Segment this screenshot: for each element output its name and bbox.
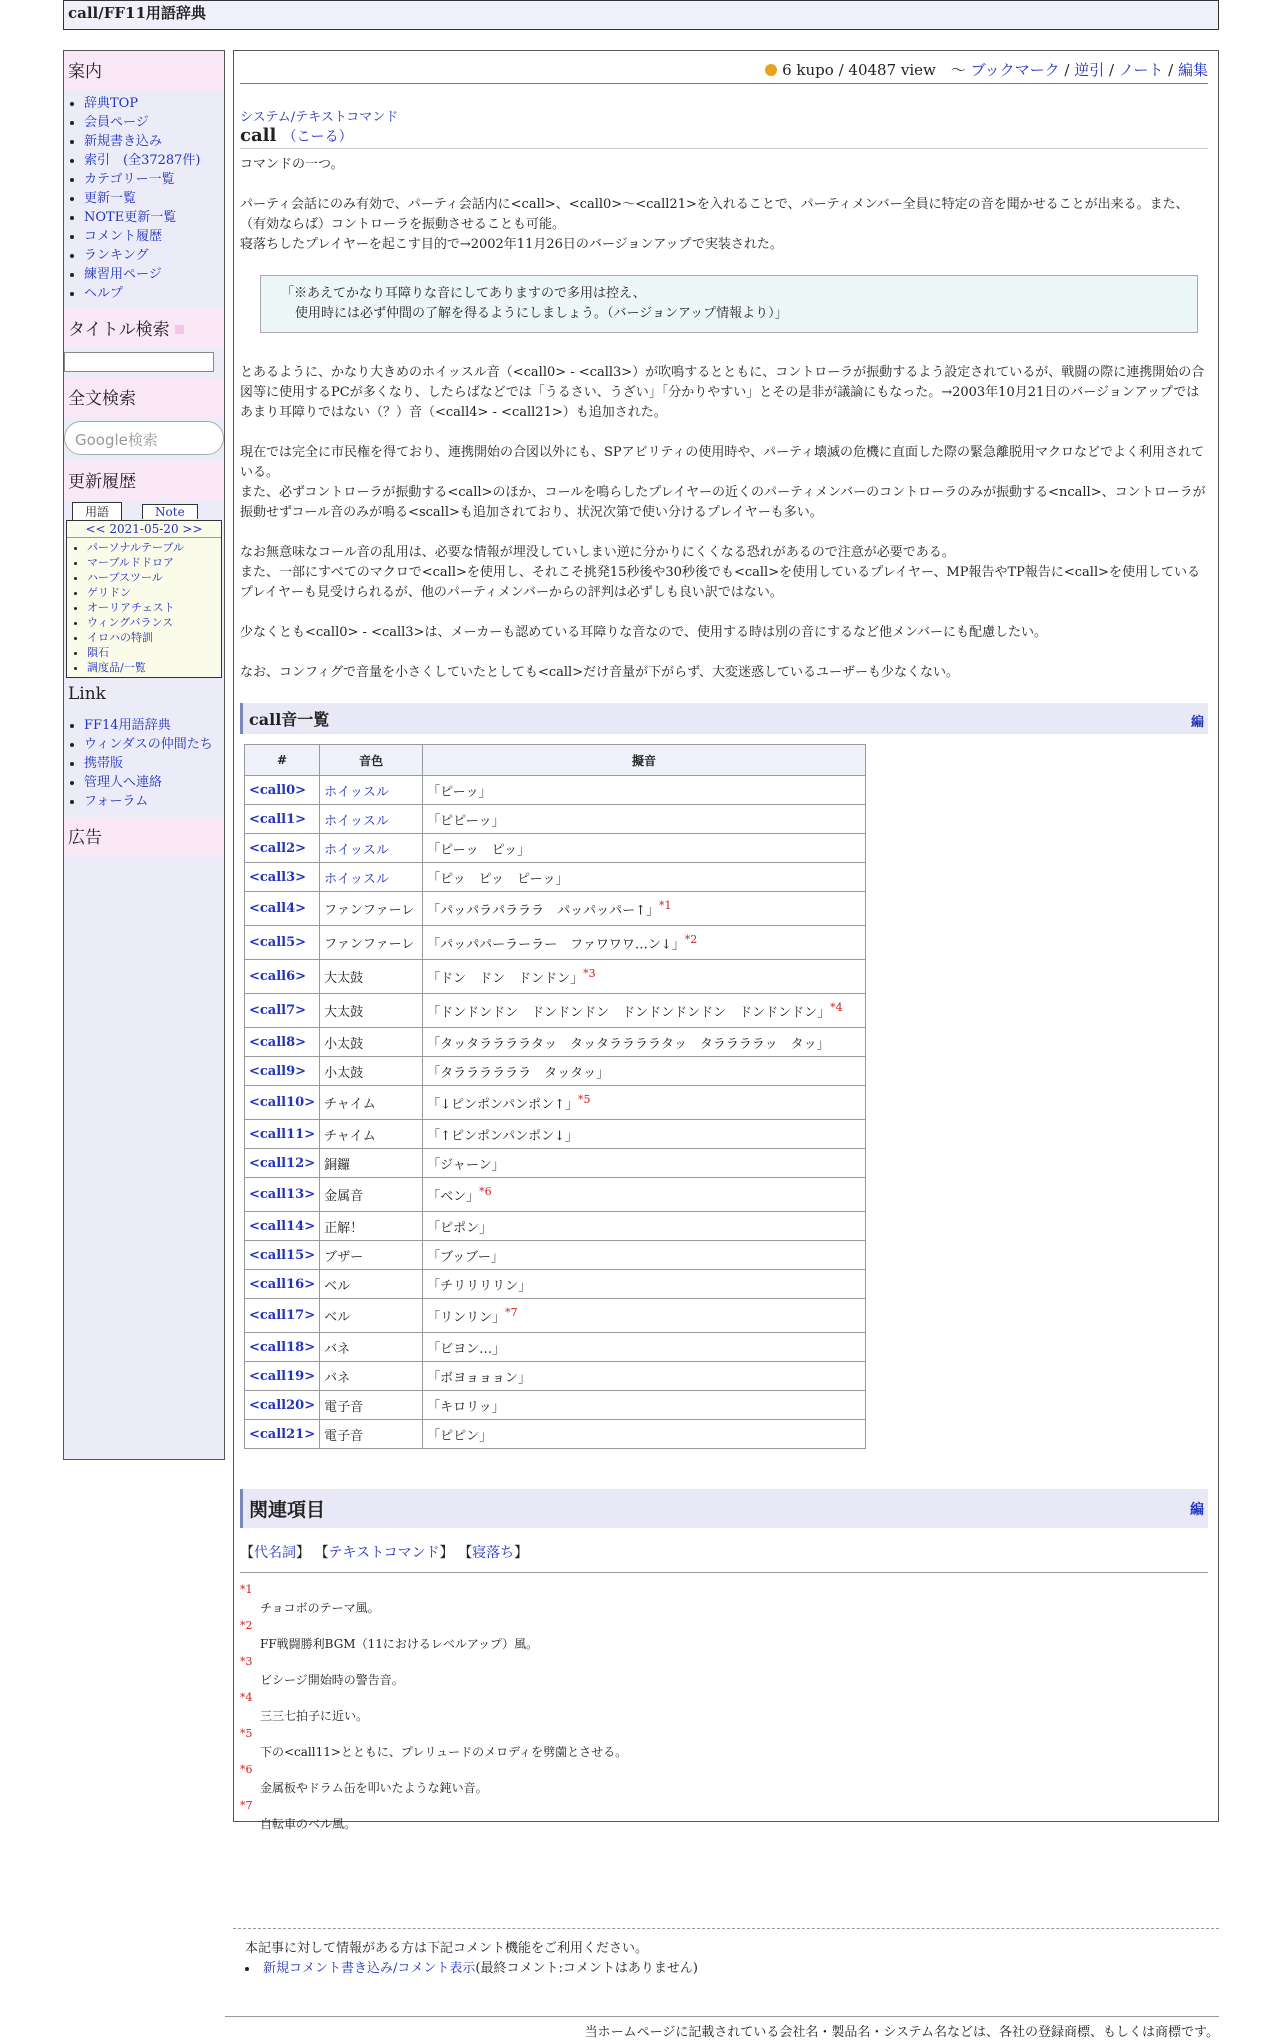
related-links: 【代名詞】 【テキストコマンド】 【寝落ち】 bbox=[240, 1545, 529, 1561]
kupo-icon bbox=[765, 64, 777, 76]
google-search-input[interactable]: Google検索 bbox=[64, 421, 224, 455]
paragraph: パーティ会話にのみ有効で、パーティ会話内に<call>、<call0>～<call21>を入れることで、パーティメンバー全員に特定の音を聞かせることが出来る。また、（有効ならば）コントローラを振動させることも可能。 寝落ちしたプレイヤーを起こす目的で→2002年11月26日のバージョンアップで実装された。 bbox=[240, 197, 1189, 252]
history-list bbox=[67, 538, 221, 677]
call-number[interactable]: <call8> bbox=[245, 1028, 320, 1057]
paragraph: なお無意味なコール音の乱用は、必要な情報が埋没していしまい逆に分かりにくくなる恐れがあるので注意が必要である。 また、一部にすべてのマクロで<call>を使用し、それこそ挑発15秒後や30秒後でも<call>を使用しているプレイヤー、MP報告やTP報告に<call>を使用しているプレイヤーも見受けられるが、他のパーティメンバーからの評判は必ずしも良い訳ではない。 bbox=[240, 545, 1201, 600]
link-heading: Link bbox=[68, 684, 106, 704]
guide-item[interactable]: • 新規書き込み bbox=[84, 132, 224, 151]
link-item[interactable]: • 管理人へ連絡 bbox=[84, 773, 224, 792]
call-sound: 「パッパラパラララ パッパッパー↑」$^{*1}$ bbox=[423, 892, 866, 926]
call-sound: 「ボヨョョョン」 bbox=[423, 1362, 866, 1391]
call-number[interactable]: <call20> bbox=[245, 1391, 320, 1420]
call-table bbox=[244, 744, 866, 1449]
comment-section bbox=[233, 1928, 1219, 1979]
history-item[interactable]: • 調度品/一覧 bbox=[87, 660, 221, 675]
link-item[interactable]: • フォーラム bbox=[84, 792, 224, 811]
guide-item[interactable]: • ヘルプ bbox=[84, 284, 224, 303]
call-tone[interactable]: ホイッスル bbox=[320, 834, 423, 863]
table-row bbox=[245, 834, 866, 863]
pink-square-icon bbox=[175, 325, 184, 334]
footnote-text: チョコボのテーマ風。 bbox=[260, 1601, 380, 1615]
comment-item bbox=[245, 1959, 1219, 1979]
guide-item[interactable]: • コメント履歴 bbox=[84, 227, 224, 246]
reverse-link[interactable]: 逆引 bbox=[1074, 61, 1105, 79]
call-sound: 「ビヨン…」 bbox=[423, 1333, 866, 1362]
guide-item[interactable]: • 辞典TOP bbox=[84, 94, 224, 113]
call-tone: バネ bbox=[320, 1362, 423, 1391]
call-number[interactable]: <call9> bbox=[245, 1057, 320, 1086]
call-number[interactable]: <call15> bbox=[245, 1241, 320, 1270]
table-row bbox=[245, 1241, 866, 1270]
paragraph: 現在では完全に市民権を得ており、連携開始の合図以外にも、SPアビリティの使用時や、パーティ壊滅の危機に直面した際の緊急離脱用マクロなどでよく利用されている。 また、必ずコントローラが振動する<call>のほか、コールを鳴らしたプレイヤーの近くのパーティメンバーのコントローラのみが振動する<ncall>、コントローラが振動せずコール音のみが鳴る<scall>も追加されており、状況次第で使い分けるプレイヤーも多い。 bbox=[240, 445, 1206, 520]
call-sound: 「パッパパーラーラー ファワワワ…ン↓」$^{*2}$ bbox=[423, 926, 866, 960]
history-tabs bbox=[64, 500, 224, 520]
history-item[interactable]: • ハーブスツール bbox=[87, 570, 221, 585]
ad-heading: 広告 bbox=[64, 817, 224, 856]
call-tone: 小太鼓 bbox=[320, 1057, 423, 1086]
link-menu bbox=[64, 712, 224, 817]
guide-item[interactable]: • NOTE更新一覧 bbox=[84, 208, 224, 227]
table-row bbox=[245, 960, 866, 994]
sidebar bbox=[63, 50, 225, 1460]
history-item[interactable]: • ゲリドン bbox=[87, 585, 221, 600]
call-number[interactable]: <call17> bbox=[245, 1299, 320, 1333]
table-row bbox=[245, 994, 866, 1028]
column-header: 擬音 bbox=[423, 745, 866, 776]
call-sound: 「↓ピンポンパンポン↑」$^{*5}$ bbox=[423, 1086, 866, 1120]
table-row bbox=[245, 805, 866, 834]
call-number[interactable]: <call11> bbox=[245, 1120, 320, 1149]
footer: 当ホームページに記載されている会社名・製品名・システム名などは、各社の登録商標、もしくは商標です。 bbox=[225, 2016, 1219, 2040]
table-row bbox=[245, 1120, 866, 1149]
footnote-mark[interactable]: *5 bbox=[240, 1727, 253, 1740]
call-tone: 小太鼓 bbox=[320, 1028, 423, 1057]
call-tone: ベル bbox=[320, 1299, 423, 1333]
table-row bbox=[245, 1178, 866, 1212]
call-tone: 大太鼓 bbox=[320, 960, 423, 994]
table-row bbox=[245, 1299, 866, 1333]
call-number[interactable]: <call4> bbox=[245, 892, 320, 926]
call-tone: チャイム bbox=[320, 1120, 423, 1149]
history-item[interactable]: • パーソナルテーブル bbox=[87, 540, 221, 555]
table-row bbox=[245, 1057, 866, 1086]
footnote-text: 金属板やドラム缶を叩いたような鈍い音。 bbox=[260, 1781, 488, 1795]
call-sound: 「リンリン」$^{*7}$ bbox=[423, 1299, 866, 1333]
call-tone[interactable]: ホイッスル bbox=[320, 776, 423, 805]
table-row bbox=[245, 1028, 866, 1057]
breadcrumb[interactable]: システム/テキストコマンド bbox=[240, 110, 399, 125]
history-heading: 更新履歴 bbox=[64, 461, 224, 500]
call-sound: 「タッタララララタッ タッタララララタッ タララララッ タッ」 bbox=[423, 1028, 866, 1057]
kupo-view-count: 6 kupo / 40487 view ～ bbox=[782, 61, 966, 79]
call-sound: 「ピピン」 bbox=[423, 1420, 866, 1449]
history-item[interactable]: • マーブルドドロア bbox=[87, 555, 221, 570]
call-tone[interactable]: ホイッスル bbox=[320, 863, 423, 892]
section-edit-button[interactable]: 編 bbox=[1190, 1502, 1204, 1518]
call-number[interactable]: <call10> bbox=[245, 1086, 320, 1120]
footnote-ref[interactable]: *3 bbox=[583, 966, 596, 980]
call-sound: 「ブッブー」 bbox=[423, 1241, 866, 1270]
call-number[interactable]: <call5> bbox=[245, 926, 320, 960]
table-row bbox=[245, 1212, 866, 1241]
related-heading: 関連項目 編 bbox=[240, 1489, 1208, 1528]
tab-note[interactable]: Note bbox=[142, 504, 198, 519]
table-row bbox=[245, 1086, 866, 1120]
table-row bbox=[245, 1333, 866, 1362]
link-item[interactable]: • ウィンダスの仲間たち bbox=[84, 735, 224, 754]
footnote-mark[interactable]: *4 bbox=[240, 1691, 253, 1704]
paragraph: なお、コンフィグで音量を小さくしていたとしても<call>だけ音量が下がらず、大変迷惑しているユーザーも少なくない。 bbox=[240, 665, 960, 680]
article-reading: （こーる） bbox=[282, 129, 353, 145]
footnote-ref[interactable]: *4 bbox=[830, 1000, 843, 1014]
call-sound: 「ドン ドン ドンドン」$^{*3}$ bbox=[423, 960, 866, 994]
column-header: 音色 bbox=[320, 745, 423, 776]
call-table-body bbox=[245, 776, 866, 1449]
call-number[interactable]: <call3> bbox=[245, 863, 320, 892]
guide-item[interactable]: • カテゴリー一覧 bbox=[84, 170, 224, 189]
table-row bbox=[245, 1270, 866, 1299]
table-row bbox=[245, 1391, 866, 1420]
call-number[interactable]: <call16> bbox=[245, 1270, 320, 1299]
guide-item[interactable]: • 更新一覧 bbox=[84, 189, 224, 208]
call-tone: 大太鼓 bbox=[320, 994, 423, 1028]
footnote-mark[interactable]: *2 bbox=[240, 1619, 253, 1632]
call-sound: 「ピーッ ピッ」 bbox=[423, 834, 866, 863]
footnote-text: ビシージ開始時の警告音。 bbox=[260, 1673, 404, 1687]
table-row bbox=[245, 926, 866, 960]
call-tone[interactable]: ホイッスル bbox=[320, 805, 423, 834]
footnote-ref[interactable]: *1 bbox=[659, 898, 672, 912]
comment-intro: 本記事に対して情報がある方は下記コメント機能をご利用ください。 bbox=[245, 1941, 649, 1956]
comment-status: (最終コメント:コメントはありません) bbox=[475, 1961, 698, 1976]
call-sound: 「ベン」$^{*6}$ bbox=[423, 1178, 866, 1212]
call-sound: 「ピーッ」 bbox=[423, 776, 866, 805]
history-item[interactable]: • ウィングバランス bbox=[87, 615, 221, 630]
related-link[interactable]: 代名詞 bbox=[254, 1545, 296, 1561]
site-header bbox=[63, 0, 1219, 30]
quote-box: 「※あえてかなり耳障りな音にしてありますので多用は控え、 使用時には必ず仲間の了解を得るようにしましょう。（バージョンアップ情報より）」 bbox=[260, 275, 1198, 333]
call-sound: 「ピピーッ」 bbox=[423, 805, 866, 834]
page-title: call/FF11用語辞典 bbox=[68, 4, 206, 22]
link-item[interactable]: • FF14用語辞典 bbox=[84, 716, 224, 735]
footnote-mark[interactable]: *7 bbox=[240, 1799, 253, 1812]
guide-menu bbox=[64, 90, 224, 309]
call-tone: 金属音 bbox=[320, 1178, 423, 1212]
title-search-input[interactable] bbox=[64, 352, 214, 372]
history-item[interactable]: • イロハの特訓 bbox=[87, 630, 221, 645]
guide-item[interactable]: • 索引 (全37287件) bbox=[84, 151, 224, 170]
guide-item[interactable]: • 会員ページ bbox=[84, 113, 224, 132]
note-link[interactable]: ノート bbox=[1118, 61, 1164, 79]
call-tone: 銅鑼 bbox=[320, 1149, 423, 1178]
article-title: call （こーる） bbox=[240, 125, 1208, 149]
footnote-mark[interactable]: *3 bbox=[240, 1655, 253, 1668]
table-row bbox=[245, 863, 866, 892]
table-header-row bbox=[245, 745, 866, 776]
guide-item[interactable]: • ランキング bbox=[84, 246, 224, 265]
article bbox=[240, 106, 1208, 1835]
call-sound: 「ピポン」 bbox=[423, 1212, 866, 1241]
call-number[interactable]: <call14> bbox=[245, 1212, 320, 1241]
call-tone: ベル bbox=[320, 1270, 423, 1299]
guide-heading: 案内 bbox=[64, 51, 224, 90]
tab-terms[interactable]: 用語 bbox=[72, 502, 122, 520]
paragraph: 少なくとも<call0> - <call3>は、メーカーも認めている耳障りな音なので、使用する時は別の音にするなど他メンバーにも配慮したい。 bbox=[240, 625, 1048, 640]
call-number[interactable]: <call18> bbox=[245, 1333, 320, 1362]
call-sound: 「タララララララ タッタッ」 bbox=[423, 1057, 866, 1086]
footnote-ref[interactable]: *7 bbox=[505, 1305, 518, 1319]
call-sound: 「↑ピンポンパンポン↓」 bbox=[423, 1120, 866, 1149]
call-number[interactable]: <call12> bbox=[245, 1149, 320, 1178]
table-row bbox=[245, 892, 866, 926]
bookmark-link[interactable]: ブックマーク bbox=[970, 61, 1060, 79]
call-number[interactable]: <call21> bbox=[245, 1420, 320, 1449]
call-number[interactable]: <call6> bbox=[245, 960, 320, 994]
fulltext-search-heading: 全文検索 bbox=[64, 378, 224, 417]
call-sound: 「ジャーン」 bbox=[423, 1149, 866, 1178]
call-tone: チャイム bbox=[320, 1086, 423, 1120]
call-number[interactable]: <call13> bbox=[245, 1178, 320, 1212]
footnote-text: FF戦闘勝利BGM（11におけるレベルアップ）風。 bbox=[260, 1637, 539, 1651]
footnote-text: 自転車のベル風。 bbox=[260, 1817, 357, 1831]
table-row bbox=[245, 776, 866, 805]
call-tone: ブザー bbox=[320, 1241, 423, 1270]
footnote-ref[interactable]: *2 bbox=[684, 932, 698, 946]
history-item[interactable]: • 隕石 bbox=[87, 645, 221, 660]
footnote-ref[interactable]: *5 bbox=[577, 1092, 591, 1106]
footnote-mark[interactable]: *6 bbox=[240, 1763, 253, 1776]
call-tone: ファンファーレ bbox=[320, 892, 423, 926]
table-row bbox=[245, 1149, 866, 1178]
history-date-nav[interactable]: << 2021-05-20 >> bbox=[67, 521, 221, 538]
call-tone: バネ bbox=[320, 1333, 423, 1362]
paragraph: とあるように、かなり大きめのホイッスル音（<call0> - <call3>）が吹鳴するとともに、コントローラが振動するよう設定されているが、戦闘の際に連携開始の合図等に使用するPCが多くなり、したらばなどでは「うるさい、うざい」「分かりやすい」とその是非が議論にもなった。→2003年10月21日のバージョンアップではあまり耳障りではない（？）音（<call4> - <call21>）も追加された。 bbox=[240, 365, 1205, 420]
guide-item[interactable]: • 練習用ページ bbox=[84, 265, 224, 284]
related-link[interactable]: 寝落ち bbox=[472, 1545, 515, 1561]
new-comment-link[interactable]: 新規コメント書き込み/コメント表示 bbox=[263, 1961, 476, 1976]
paragraph: コマンドの一つ。 bbox=[240, 157, 344, 172]
footnotes bbox=[240, 1583, 1208, 1835]
info-bar: 6 kupo / 40487 view ～ ブックマーク / 逆引 / ノート / 編集 bbox=[765, 59, 1208, 80]
call-list-heading: call音一覧 編 bbox=[240, 703, 1208, 734]
main-content bbox=[233, 50, 1219, 1831]
section-edit-button[interactable]: 編 bbox=[1190, 715, 1204, 730]
table-row bbox=[245, 1420, 866, 1449]
call-tone: ファンファーレ bbox=[320, 926, 423, 960]
footnote-text: 三三七拍子に近い。 bbox=[260, 1709, 369, 1723]
call-sound: 「チリリリリン」 bbox=[423, 1270, 866, 1299]
footnote-mark[interactable]: *1 bbox=[240, 1583, 253, 1596]
call-number[interactable]: <call7> bbox=[245, 994, 320, 1028]
history-item[interactable]: • オーリアチェスト bbox=[87, 600, 221, 615]
call-number[interactable]: <call2> bbox=[245, 834, 320, 863]
call-number[interactable]: <call1> bbox=[245, 805, 320, 834]
call-tone: 電子音 bbox=[320, 1391, 423, 1420]
edit-link[interactable]: 編集 bbox=[1177, 61, 1208, 79]
column-header: # bbox=[245, 745, 320, 776]
call-sound: 「ドンドンドン ドンドンドン ドンドンドンドン ドンドンドン」$^{*4}$ bbox=[423, 994, 866, 1028]
history-box bbox=[66, 520, 222, 678]
call-sound: 「ピッ ピッ ピーッ」 bbox=[423, 863, 866, 892]
link-item[interactable]: • 携帯版 bbox=[84, 754, 224, 773]
call-sound: 「キロリッ」 bbox=[423, 1391, 866, 1420]
table-row bbox=[245, 1362, 866, 1391]
related-link[interactable]: テキストコマンド bbox=[328, 1545, 440, 1561]
footnote-text: 下の<call11>とともに、プレリュードのメロディを劈薗とさせる。 bbox=[260, 1745, 628, 1759]
call-tone: 正解！ bbox=[320, 1212, 423, 1241]
footnote-ref[interactable]: *6 bbox=[479, 1184, 492, 1198]
call-tone: 電子音 bbox=[320, 1420, 423, 1449]
call-number[interactable]: <call0> bbox=[245, 776, 320, 805]
call-number[interactable]: <call19> bbox=[245, 1362, 320, 1391]
title-search-heading: タイトル検索 bbox=[64, 309, 224, 348]
